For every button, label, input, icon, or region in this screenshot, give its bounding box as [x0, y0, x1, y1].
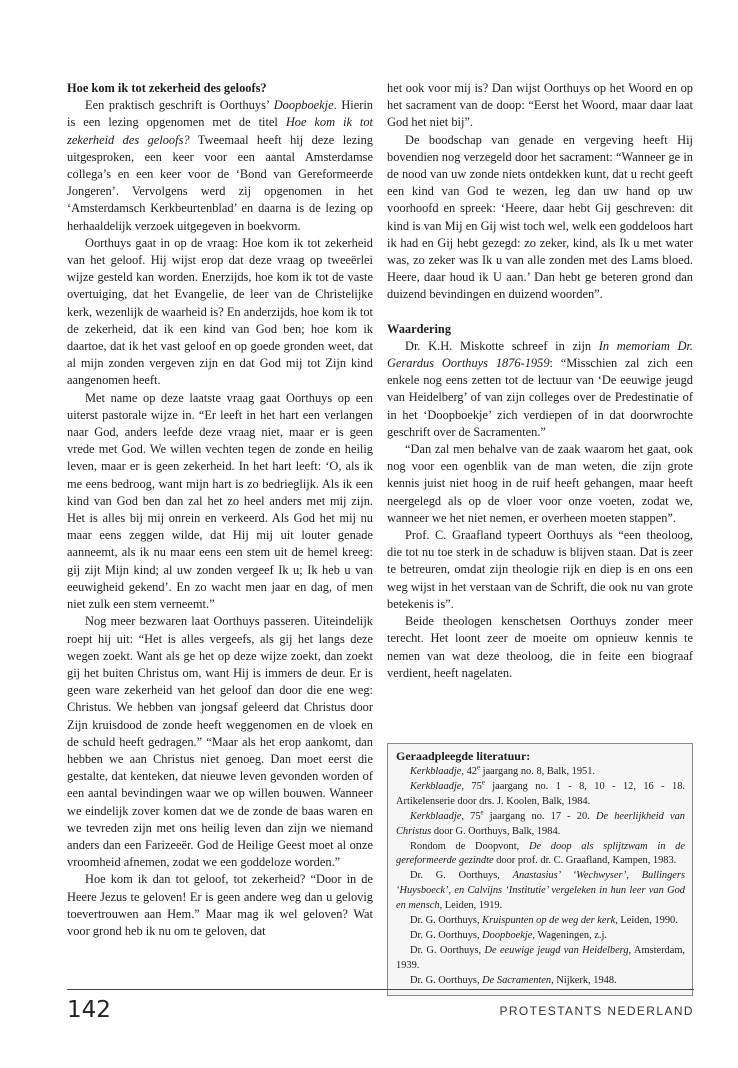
paragraph: Oorthuys gaat in op de vraag: Hoe kom ik tot zekerheid van het geloof. Hij wijst erop dat deze vraag op tweeërlei wijze gesteld kan worden. Enerzijds, hoe kom ik tot de vaste overtuiging, dat het Evangelie, de leer van de Christelijke kerk, wezenlijk de waarheid is? En anderzijds, hoe kom ik tot de zekerheid, dat ik een kind van God ben; hoe kom ik daartoe, dat ik het vast geloof en op goede gronden weet, dat al mijn zonden vergeven zijn en dat God mij tot Zijn kind aangenomen heeft.: [67, 235, 373, 388]
paragraph: Dr. K.H. Miskotte schreef in zijn In memoriam Dr. Gerardus Oorthuys 1876-1959: “Misschien zal zich een enkele nog eens zetten tot de lectuur van ‘De eeuwige jeugd van Heidelberg’ of van zijn colleges over de Predestinatie of in het ‘Doopboekje’ zich verdiepen of in dat doorwrochte geschrift over de Sacramenten.”: [387, 338, 693, 439]
literature-title: Geraadpleegde literatuur:: [396, 749, 531, 763]
literature-entry: Dr. G. Oorthuys, De Sacramenten, Nijkerk, 1948.: [410, 974, 617, 986]
paragraph: Hoe kom ik dan tot geloof, tot zekerheid? “Door in de Heere Jezus te geloven! Er is geen andere weg dan u gelovig toevertrouwen aan Hem.” Maar mag ik wel geloven? Wat voor grond heb ik nu om te geloven, dat: [67, 872, 373, 938]
literature-entry: Dr. G. Oorthuys, Doopboekje, Wageningen, z.j.: [410, 929, 607, 941]
paragraph: Nog meer bezwaren laat Oorthuys passeren. Uiteindelijk roept hij uit: “Het is alles vergeefs, als gij het langs deze wegen zoekt. Want als ge het op deze wijze zoekt, dan zoekt gij het buiten Christus om, want Hij is immers de deur. Er is geen ware zekerheid van het geloof dan door die ene weg: Christus. We hebben van jongsaf geleerd dat Christus door Zijn kruisdood de zonde heeft weggenomen en de vloek en de schuld heeft gedragen.” “Maar als het erop aankomt, dan hebben we aan Christus niet genoeg. Dan moet eerst die gestalte, dat kenteken, dat nieuwe leven gevonden worden of een aantal bevindingen waar we op willen bouwen. Wanneer we eindelijk zover komen dat we de zonde de baas waren en we tevreden zijn met ons heilig leven dan zijn we niemand anders dan een Farizeeër. God de Heilige Geest moet al onze vroomheid afnemen, zodat we een goddeloze worden.”: [67, 614, 373, 870]
paragraph: De boodschap van genade en vergeving heeft Hij bovendien nog verzegeld door het sacrament: “Wanneer ge in de nood van uw zonde niets ontdekken kunt, dat u recht geeft een kind van God te wezen, leg dan uw hand op uw voorhoofd en spreek: ‘Heere, daar hebt Gij geschreven: dit kind is van Mij en Gij wist toch wel, welk een goddeloos hart ik had en Gij hebt gezegd: zo zeker, kind, als Ik u met water was, zo zeker was Ik u van alle zonden met des Lams bloed. Heere, daar houd ik U aan.’ Dan hebt ge beteren grond dan duizend bevindingen en duizend woorden”.: [387, 132, 693, 302]
paragraph: Beide theologen kenschetsen Oorthuys zonder meer terecht. Het loont zeer de moeite om opnieuw kennis te nemen van wat deze theoloog, die in feite een biograaf verdient, heeft nagelaten.: [387, 614, 693, 680]
article-column-left: [67, 80, 373, 940]
literature-entry: Kerkblaadje, 42e jaargang no. 8, Balk, 1951.: [410, 763, 596, 777]
literature-entry: Kerkblaadje, 75e jaargang no. 1 - 8, 10 - 12, 16 - 18. Artikelenserie door drs. J. Koolen, Balk, 1984.: [396, 778, 685, 807]
literature-entry: Dr. G. Oorthuys, Anastasius’ ‘Wechwyser’, Bullingers ‘Huysboeck’, en Calvijns ‘Institutie’ vergeleken in hun leer van God en mensch, Leiden, 1919.: [396, 870, 686, 912]
paragraph: Met name op deze laatste vraag gaat Oorthuys op een uiterst pastorale wijze in. “Er leeft in het hart een verlangen naar God, anders leefde deze vraag niet, maar er is geen vrede met God. We willen vechten tegen de zonde en heilig leven, maar er is geen zekerheid. In het hart leeft: ‘O, als ik me eens bedroog, want mijn hart is zo bedrieglijk. Als ik een kind van God ben dan zal het zo heel anders met mij zijn. Het is alles bij mij onrein en verkeerd. Als God het mij nu maar eens zeggen wilde, dat Hij mij uit louter genade aanneemt, als ik nu maar eens een stem uit de hemel kreeg: gij zijt Mijn kind; al uw zonden vergeef Ik u; Ik heb u van eeuwigheid gekend’. En zo wacht men jaar en dag, of men niet zulk een stem verneemt.”: [67, 390, 373, 612]
literature-entry: Dr. G. Oorthuys, De eeuwige jeugd van Heidelberg, Amsterdam, 1939.: [396, 944, 686, 971]
paragraph: het ook voor mij is? Dan wijst Oorthuys op het Woord en op het sacrament van de doop: “Eerst het Woord, maar daar laat God het niet bij”.: [387, 81, 693, 130]
paragraph: Prof. C. Graafland typeert Oorthuys als “een theoloog, die tot nu toe sterk in de schaduw is blijven staan. Dat is zeer te betreuren, omdat zijn theologie rijk en diep is en ons een weg wijst in het verstaan van de Schrift, die ook nu van grote betekenis is”.: [387, 528, 693, 611]
literature-entry: Rondom de Doopvont, De doop als splijtzwam in de gereformeerde gezindte door prof. dr. C. Graafland, Kampen, 1983.: [396, 840, 685, 867]
section-heading-zekerheid: Hoe kom ik tot zekerheid des geloofs?: [67, 81, 267, 95]
literature-box: [387, 743, 693, 996]
section-heading-waardering: Waardering: [387, 321, 452, 336]
literature-entry: Kerkblaadje, 75e jaargang no. 17 - 20. De heerlijkheid van Christus door G. Oorthuys, Balk, 1984.: [396, 808, 685, 837]
footer-rule: [67, 989, 694, 990]
literature-entry: Dr. G. Oorthuys, Kruispunten op de weg der kerk, Leiden, 1990.: [410, 915, 678, 927]
article-column-right: [387, 80, 693, 682]
journal-name: PROTESTANTS NEDERLAND: [499, 1004, 694, 1018]
paragraph: Een praktisch geschrift is Oorthuys’ Doopboekje. Hierin is een lezing opgenomen met de titel Hoe kom ik tot zekerheid des geloofs? Tweemaal heeft hij deze lezing uitgesproken, een keer voor een aantal Amsterdamse collega’s en een keer voor de ‘Bond van Gereformeerde Jongeren’. Vervolgens werd zij opgenomen in het ‘Amsterdamsch Kerkbeurtenblad’ en daarna is de lezing op herhaaldelijk verzoek uitgegeven in boekvorm.: [67, 98, 373, 233]
paragraph: “Dan zal men behalve van de zaak waarom het gaat, ook nog voor een ogenblik van de man weten, die zijn grote kennis juist niet hoog in de ruif heeft gehangen, maar heeft neergelegd als op de vloer voor onze voeten, zodat we, wanneer we het niet nemen, er overheen moeten stappen”.: [387, 442, 693, 525]
page-number: 142: [67, 997, 111, 1023]
